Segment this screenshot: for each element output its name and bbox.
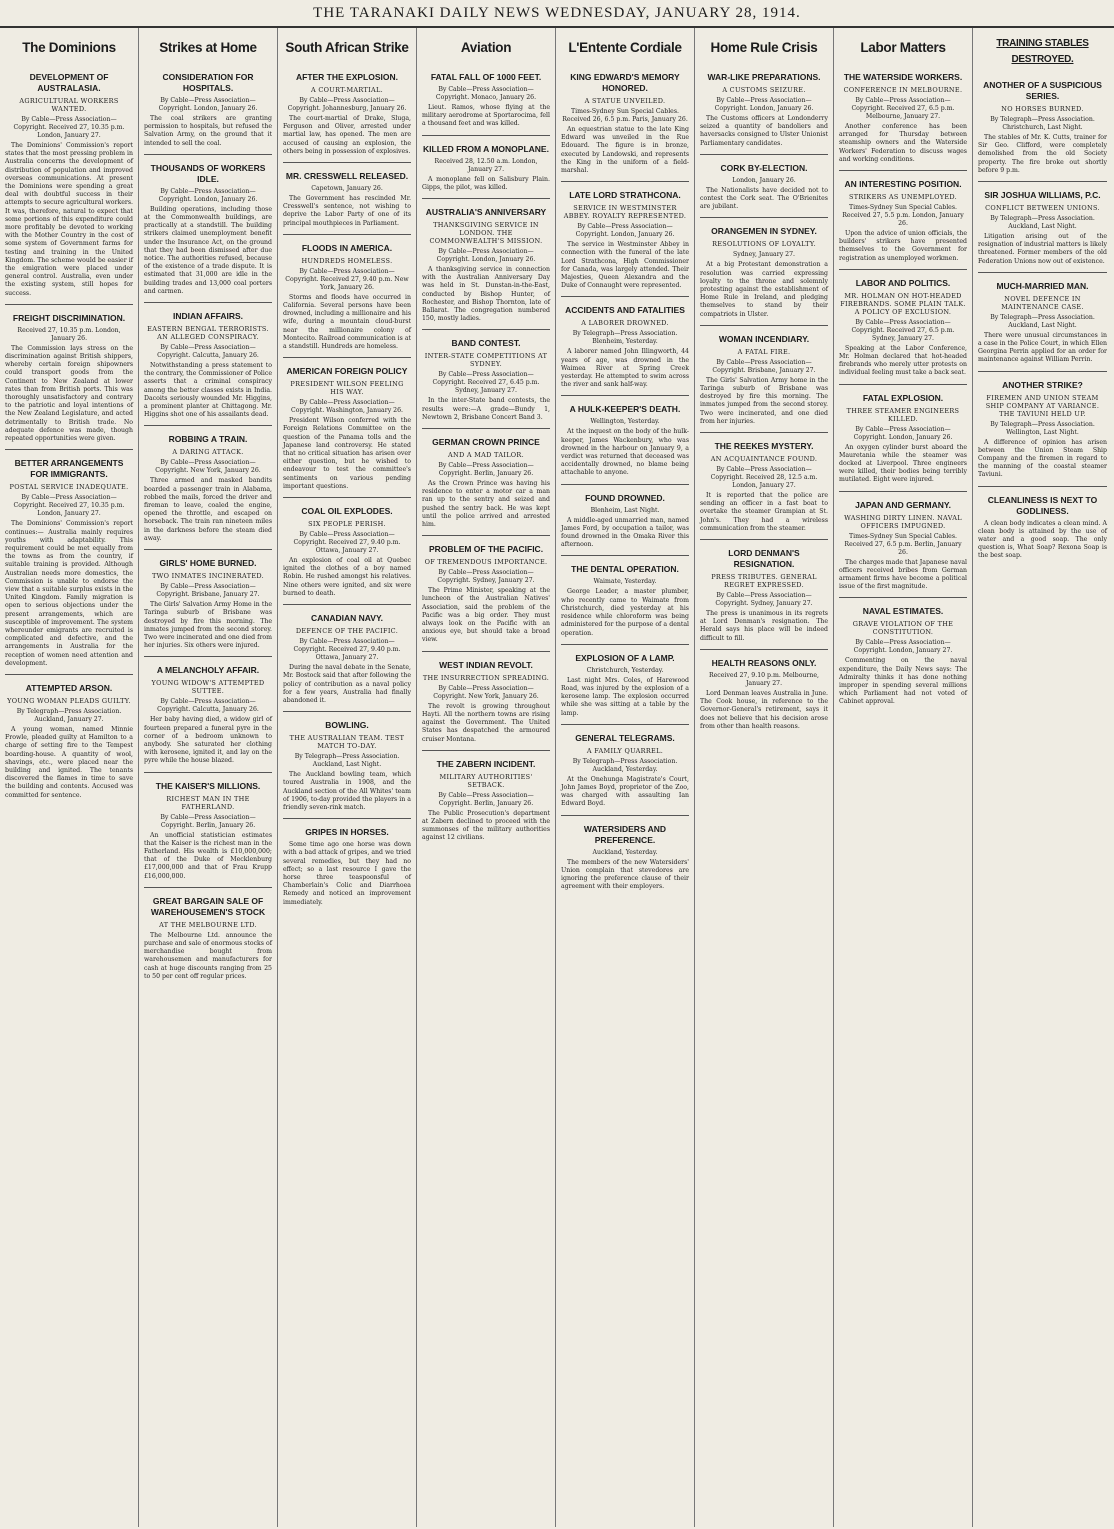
story-body: The Girls' Salvation Army Home in the Taringa suburb of Brisbane was destroyed by fire this morning. The inmates jumped from the second storey. Two were incinerated and one died from her injuries. Six others were injured. [144,601,272,650]
column-heading: Home Rule Crisis [710,40,818,55]
story-headline: ACCIDENTS AND FATALITIES [565,305,685,316]
column-heading: L'Entente Cordiale [568,40,682,55]
news-story [283,711,411,812]
news-story [839,269,967,378]
story-headline: AN INTERESTING POSITION. [844,179,962,190]
news-story [422,651,550,744]
story-body: The service in Westminster Abbey in connection with the funeral of the late Lord Strathcona, High Commissioner for Canada, was largely attended. Their Majesties, Queen Alexandra and the Duke of Connaught were represented. [561,241,689,290]
story-subheading: CONFLICT BETWEEN UNIONS. [985,204,1100,213]
story-dateline: By Cable—Press Association—Copyright. Received 27, 6.5 p.m. Melbourne, January 27. [851,97,955,120]
news-story [700,64,828,148]
story-dateline: Wellington, Yesterday. [590,418,660,426]
story-body: The Government has rescinded Mr. Cresswell's sentence, not wishing to deprive the Labor Party of one of its principal mouthpieces in Parliament. [283,195,411,227]
story-body: An oxygen cylinder burst aboard the Mauretania while the steamer was docked at Liverpool. Three engineers were killed, their bodies being terribly mutilated. Eight were injured. [839,443,967,484]
story-dateline: Received 28, 12.50 a.m. London, January 27. [434,157,538,173]
column-7 [834,28,973,1527]
news-story [144,549,272,650]
news-story [144,425,272,543]
story-subheading: TWO INMATES INCINERATED. [151,572,265,581]
story-dateline: By Telegraph—Press Association. Auckland, January 27. [16,707,122,723]
story-subheading: NOVEL DEFENCE IN MAINTENANCE CASE. [1001,294,1084,311]
story-body: An explosion of coal oil at Quebec ignited the clothes of a boy named Robin. He rushed amongst his relatives. Nine others were ignited, and six were burned to death. [283,557,411,597]
story-headline: FOUND DROWNED. [585,492,665,503]
story-headline: ROBBING A TRAIN. [168,434,248,445]
column-2 [139,28,278,1527]
story-headline: ANOTHER OF A SUSPICIOUS SERIES. [983,80,1102,101]
story-headline: ATTEMPTED ARSON. [25,682,113,693]
story-headline: BAND CONTEST. [451,338,521,349]
news-story [561,484,689,550]
story-headline: WAR-LIKE PREPARATIONS. [707,72,821,82]
story-dateline: By Cable—Press Association—Copyright. New York, January 26. [433,684,539,700]
column-heading: Strikes at Home [159,40,257,55]
story-headline: EXPLOSION OF A LAMP. [575,652,675,663]
story-headline: CONSIDERATION FOR HOSPITALS. [162,72,254,93]
news-story [700,325,828,426]
story-dateline: Received 27, 10.35 p.m. London, January 26. [17,326,121,342]
story-body: A monoplane fell on Salisbury Plain. Gipps, the pilot, was killed. [422,175,550,191]
news-story [422,198,550,323]
story-dateline: By Cable—Press Association—Copyright. London, January 26. [575,223,675,239]
column-heading: TRAINING STABLES DESTROYED. [996,38,1089,65]
news-story [283,604,411,705]
story-dateline: By Cable—Press Association—Copyright. London, January 26. [436,248,536,264]
story-dateline: By Cable—Press Association—Copyright. London, January 26. [853,425,953,441]
story-body: The Prime Minister, speaking at the luncheon of the Australian Natives' Association, said the problem of the Pacific was a big order. They must always look on the Pacific with an anxious eye, but should take a broad view. [422,587,550,644]
story-dateline: By Cable—Press Association—Copyright. New York, January 26. [155,459,261,475]
news-story [283,497,411,598]
news-story [144,302,272,419]
story-dateline: By Cable—Press Association—Copyright. Calcutta, January 26. [157,698,259,714]
news-story [144,656,272,765]
story-headline: INDIAN AFFAIRS. [172,311,244,322]
news-story [144,772,272,881]
story-subheading: STRIKERS AS UNEMPLOYED. [848,193,958,202]
news-story [422,428,550,529]
story-dateline: By Cable—Press Association—Copyright. Brisbane, January 27. [156,583,260,599]
story-body: Another conference has been arranged for Thursday between steamship owners and the Waterside Workers' Federation to discuss wages and working conditions. [839,123,967,163]
story-body: A laborer named John Illingworth, 44 years of age, was drowned in the Waimea River at Spring Creek yesterday. He attempted to swim across the river and sank half-way. [561,348,689,389]
story-headline: FATAL FALL OF 1000 FEET. [430,72,542,82]
story-headline: DEVELOPMENT OF AUSTRALASIA. [29,72,109,93]
story-subheading: INTER-STATE COMPETITIONS AT SYDNEY. [424,352,548,369]
story-headline: NAVAL ESTIMATES. [862,606,944,617]
story-subheading: POSTAL SERVICE INADEQUATE. [9,483,129,492]
news-story [561,815,689,892]
story-headline: BOWLING. [325,720,369,731]
news-story [561,724,689,809]
story-dateline: By Cable—Press Association—Copyright. Brisbane, January 27. [712,358,816,374]
news-story [422,535,550,644]
story-dateline: By Cable—Press Association—Copyright. Sydney, January 27. [715,592,813,608]
column-heading: South African Strike [285,40,409,55]
story-subheading: A COURT-MARTIAL. [311,86,383,94]
story-headline: BETTER ARRANGEMENTS FOR IMMIGRANTS. [14,458,124,480]
story-body: The Customs officers at Londonderry seized a quantity of bandoliers and haversacks consigned to Ulster Unionist Parliamentary candidates. [700,115,828,147]
story-dateline: By Cable—Press Association—Copyright. Berlin, January 26. [160,813,256,829]
story-subheading: A STATUE UNVEILED. [584,97,666,105]
news-story [978,72,1107,175]
story-body: The Nationalists have decided not to contest the Cork seat. The O'Brienites are jubilant. [700,186,828,211]
story-headline: THE DENTAL OPERATION. [571,564,679,575]
story-body: The Commission lays stress on the discrimination against British shippers, whereby certain foreign shipowners could transport goods from the Continent to New Zealand at lower rates than from British ports. This was thoroughly unsatisfactory and contrary to the patriotic and loyal intentions of the New Zealand Legislature, and acted detrimentally to British trade. No adequate defence was made, though repeated opportunities were given. [5,344,133,443]
column-1 [0,28,139,1527]
story-dateline: By Cable—Press Association—Copyright. Received 27, 9.40 p.m. New York, January 26. [285,267,409,291]
story-subheading: A FATAL FIRE. [737,347,791,356]
story-dateline: By Telegraph—Press Association. Auckland, Last Night. [990,313,1095,329]
story-subheading: RICHEST MAN IN THE FATHERLAND. [166,794,250,811]
news-story [700,432,828,533]
story-subheading: AND A MAD TAILOR. [448,451,524,460]
story-headline: LORD DENMAN'S RESIGNATION. [728,548,800,570]
story-dateline: Times-Sydney Sun Special Cables. Received 27, 5.5 p.m. London, January 26. [842,204,964,228]
story-dateline: Times-Sydney Sun Special Cables. Received 26, 6.5 p.m. Paris, January 26. [562,108,688,123]
story-dateline: Waimate, Yesterday. [593,578,657,586]
story-body: At the Onehunga Magistrate's Court, John James Boyd, proprietor of the Zoo, was charged with assaulting Ian Edward Boyd. [561,775,689,808]
story-subheading: A FAMILY QUARREL. [586,746,664,755]
story-headline: A HULK-KEEPER'S DEATH. [569,404,681,415]
story-headline: SIR JOSHUA WILLIAMS, P.C. [984,190,1101,201]
story-dateline: By Cable—Press Association—Copyright. Sydney, January 27. [437,569,535,585]
story-body: Litigation arising out of the resignation of industrial matters is likely threatened. Former members of the old Federation Unions now out of existence. [978,233,1107,265]
story-headline: WATERSIDERS AND PREFERENCE. [583,823,667,845]
story-subheading: A CUSTOMS SEIZURE. [722,86,806,94]
story-headline: CANADIAN NAVY. [310,613,384,624]
story-headline: GIRLS' HOME BURNED. [159,558,257,569]
story-dateline: Sydney, January 27. [732,251,796,259]
news-story [422,64,550,129]
story-body: A clean body indicates a clean mind. A clean body is attained by the use of water and a good soap. The only question is, What Soap? Rexona Soap is the best soap. [978,519,1107,560]
news-story [700,154,828,212]
news-story [422,135,550,192]
story-body: Upon the advice of union officials, the builders' strikers have presented themselves to the Government for registration as unemployed workmen. [839,230,967,262]
story-subheading: EASTERN BENGAL TERRORISTS. AN ALLEGED CONSPIRACY. [147,325,269,342]
story-headline: GENERAL TELEGRAMS. [575,732,675,743]
story-dateline: By Cable—Press Association—Copyright. Monaco, January 26. [435,86,537,101]
story-body: In the inter-State band contests, the results were:—A grade—Bundy 1, Newtown 2, Brisbane Concert Band 3. [422,397,550,421]
story-dateline: Received 27, 9.10 p.m. Melbourne, January 27. [708,671,819,687]
story-headline: AMERICAN FOREIGN POLICY [286,366,408,377]
story-dateline: By Cable—Press Association—Copyright. Berlin, January 26. [438,791,534,807]
news-story [144,887,272,981]
story-headline: CLEANLINESS IS NEXT TO GODLINESS. [987,494,1098,516]
story-subheading: THREE STEAMER ENGINEERS KILLED. [846,406,960,423]
news-story [839,64,967,164]
story-subheading: THE INSURRECTION SPREADING. [422,673,550,682]
story-body: A middle-aged unmarried man, named James Ford, by occupation a tailor, was found drowned in the Omaka River this afternoon. [561,516,689,549]
story-body: The Girls' Salvation Army home in the Taringa suburb of Brisbane was destroyed by fire this morning. The inmates jumped from the second storey. Two were incinerated, and one died from her injuries. [700,376,828,425]
news-story [839,384,967,485]
story-subheading: AGRICULTURAL WORKERS WANTED. [19,97,119,113]
story-dateline: By Telegraph—Press Association. Blenheim, Yesterday. [572,330,678,346]
story-dateline: By Cable—Press Association—Copyright. Received 27, 6.5 p.m. Sydney, January 27. [851,318,955,342]
story-body: As the Crown Prince was having his residence to enter a motor car a man ran up to the sentry and seized and pushed the sentry back. He was kept until the police arrived and arrested him. [422,480,550,529]
story-body: It is reported that the police are sending an officer in a fast boat to overtake the steamer Grampian at St. John's. They had a wireless communication from the steamer. [700,492,828,532]
story-body: The members of the new Watersiders' Union complain that stevedores are ignoring the preference clause of their agreement with their employers. [561,858,689,891]
story-dateline: By Cable—Press Association—Copyright. London, January 26. [158,187,258,203]
story-dateline: London, January 26. [732,176,796,184]
story-dateline: Blenheim, Last Night. [590,506,660,514]
story-dateline: Christchurch, Yesterday. [586,666,664,674]
story-subheading: GRAVE VIOLATION OF THE CONSTITUTION. [852,620,954,637]
story-dateline: By Telegraph—Press Association. Auckland, Yesterday. [572,757,678,773]
story-body: The Auckland bowling team, which toured Australia in 1908, and the Auckland section of the All Whites' team of 1906, to-day provided the players in a friendly seven-rink match. [283,771,411,811]
column-heading: Aviation [460,40,512,55]
news-story [561,181,689,290]
story-dateline: By Cable—Press Association—Copyright. Received 27, 10.35 p.m. London, January 27. [13,116,125,139]
news-story [422,750,550,843]
story-headline: CORK BY-ELECTION. [720,162,808,173]
story-dateline: By Telegraph—Press Association. Auckland, Last Night. [990,215,1095,231]
story-dateline: By Cable—Press Association—Copyright. Washington, January 26. [290,399,404,415]
news-story [700,649,828,731]
story-headline: ANOTHER STRIKE? [1002,379,1083,390]
story-body: President Wilson conferred with the Foreign Relations Committee on the question of the Panama tolls and the Japanese land controversy. He stated that no critical situation has arisen over either question, but he wished to endeavour to test the committee's sentiments on various pending important questions. [283,417,411,490]
news-story [978,486,1107,561]
story-subheading: A DARING ATTACK. [172,448,244,457]
story-body: Commenting on the naval expenditure, the Daily News says: The Admiralty thinks it has done nothing improper in spending several millions which Parliament had not voted of Cabinet approval. [839,657,967,706]
story-headline: HEALTH REASONS ONLY. [711,657,817,668]
news-story [561,64,689,175]
story-dateline: By Telegraph—Press Association. Wellington, Last Night. [990,420,1095,436]
column-5 [556,28,695,1527]
story-dateline: By Cable—Press Association—Copyright. London, January 26. [158,97,258,112]
story-body: The court-martial of Drake, Sluga, Ferguson and Oliver, arrested under martial law, has opened. The men are accused of causing an explosion, the others being in possession of explosives. [283,115,411,155]
news-story [978,181,1107,266]
story-dateline: By Telegraph—Press Association. Christchurch, Last Night. [990,116,1095,131]
story-subheading: SERVICE IN WESTMINSTER ABBEY. ROYALTY REPRESENTED. [563,204,687,221]
story-headline: A MELANCHOLY AFFAIR. [156,665,260,676]
story-headline: AUSTRALIA'S ANNIVERSARY [425,207,547,218]
story-subheading: PRESIDENT WILSON FEELING HIS WAY. [290,380,404,397]
story-headline: COAL OIL EXPLODES. [301,506,393,517]
news-story [839,170,967,263]
story-headline: WOMAN INCENDIARY. [718,333,810,344]
story-headline: GERMAN CROWN PRINCE [432,437,540,448]
news-story [561,644,689,718]
story-subheading: HUNDREDS HOMELESS. [301,256,393,265]
story-headline: MUCH-MARRIED MAN. [996,280,1089,291]
news-story [5,304,133,443]
column-4 [417,28,556,1527]
story-body: During the naval debate in the Senate, Mr. Bostock said that after following the policy of contribution as a naval policy for a few years, Australia had finally abandoned it. [283,664,411,704]
story-body: Lieut. Ramos, whose flying at the military aerodrome at Sportarocima, fell a thousand feet and was killed. [422,104,550,128]
story-body: Building operations, including those at the Commonwealth buildings, are practically at a standstill. The building strikers claimed unemployment benefit under the Insurance Act, on the ground that they had been dismissed after due notice. The authorities refused, because of the existence of a trade dispute. It is estimated that 31,000 are idle in the building trades and 13,000 coal porters and carmen. [144,205,272,295]
story-headline: WEST INDIAN REVOLT. [439,659,533,670]
news-story [283,162,411,228]
story-headline: AFTER THE EXPLOSION. [295,72,398,82]
story-dateline: By Cable—Press Association—Copyright. Berlin, January 26. [438,462,534,478]
story-body: An unofficial statistician estimates that the Kaiser is the richest man in the Fatherland. His wealth is £10,000,000; that of the Duke of Mecklenburg £17,000,000 and that of Frau Krupp £16,000,000. [144,831,272,880]
story-headline: THOUSANDS OF WORKERS IDLE. [150,162,266,184]
story-headline: MR. CRESSWELL RELEASED. [285,171,409,182]
story-body: Lord Denman leaves Australia in June. The Cook house, in reference to the Governor-General's retirement, says it does not believe that his decision arose from other than health reasons. [700,689,828,730]
story-headline: THE ZABERN INCIDENT. [436,758,536,769]
story-body: The Dominions' Commission's report states that the most pressing problem in Australia concerns the development of distribution of population and improved overseas communications. At present the Dominions were spending a great deal with doubtful success in their attempts to secure agricultural workers. It was, therefore, natural to expect that some portions of this expenditure could more profitably be devoted to working with the Mother Country in the cost of some system of Government farms for testing and training in the United Kingdom. The scheme would be easier if the emigration were placed under general control. Australia, even under the existing system, still hopes for success. [5,142,133,297]
story-body: The Dominions' Commission's report continues:— Australia mainly requires youths with adaptability. This requirement could be met equally from the towns as from the country, if suitable training is provided. Although Australian needs more domestics, the Commission is unable to endorse the view that a suitable surplus exists in the United Kingdom. Family migration is open to serious objections under the present arrangements, which are susceptible of improvement. The system whereunder emigrants are recruited is complicated and defective, and the arrangements in Australia for the reception of women need attention and development. [5,520,133,667]
story-headline: FREIGHT DISCRIMINATION. [12,312,126,323]
story-headline: FLOODS IN AMERICA. [301,242,393,253]
news-story [561,395,689,477]
story-dateline: By Cable—Press Association—Copyright. Received 27, 6.45 p.m. Sydney, January 27. [432,371,540,395]
story-body: George Leader, a master plumber, who recently came to Waimate from Christchurch, died yesterday at his residence while chloroform was being administered for the purpose of a dental operation. [561,588,689,637]
story-body: Three armed and masked bandits boarded a passenger train in Alabama, robbed the mails, forced the driver and fireman to leave, coaled the engine, opened the throttle, and escaped on horseback. The train ran nineteen miles in the darkness before the steam died away. [144,477,272,542]
story-headline: GRIPES IN HORSES. [305,827,389,838]
story-body: The Public Prosecution's department at Zabern declined to proceed with the summonses of the military authorities against 12 civilians. [422,809,550,842]
story-body: At the inquest on the body of the hulk-keeper, James Wackenbury, who was drowned in the harbour on January 9, a verdict was returned that deceased was accidentally drowned, no blame being attachable to anyone. [561,428,689,477]
news-story [144,154,272,296]
story-subheading: A LABORER DROWNED. [581,319,669,328]
story-headline: KING EDWARD'S MEMORY HONORED. [570,72,680,93]
story-dateline: By Cable—Press Association—Copyright. Calcutta, January 26. [157,344,259,360]
story-body: A thanksgiving service in connection with the Australian Anniversary Day was held in St. Dunstan-in-the-East, conducted by Bishop Hunter, of Rochester, and Bishop Thornton, late of Ballarat. The congregation numbered 150, mostly ladies. [422,266,550,323]
story-subheading: WASHING DIRTY LINEN. NAVAL OFFICERS IMPUGNED. [844,513,962,530]
story-subheading: PRESS TRIBUTES. GENERAL REGRET EXPRESSED. [711,573,817,590]
story-headline: ORANGEMEN IN SYDNEY. [711,226,817,237]
story-dateline: By Cable—Press Association—Copyright. Johannesburg, January 26. [287,97,407,112]
story-body: Notwithstanding a press statement to the contrary, the Commissioner of Police asserts that a criminal conspiracy among the better classes exists in India. Dacoits seriously wounded Mr. Higgins, a prominent planter at Chittagong. Mr. Higgins shot one of his assailants dead. [144,362,272,419]
story-subheading: SIX PEOPLE PERISH. [308,520,386,529]
news-story [283,818,411,907]
story-subheading: THANKSGIVING SERVICE IN LONDON. THE COMMONWEALTH'S MISSION. [429,221,543,246]
story-subheading: OF TREMENDOUS IMPORTANCE. [424,558,548,567]
story-dateline: By Cable—Press Association—Copyright. Received 27, 9.40 p.m. Ottawa, January 27. [293,531,401,555]
story-headline: FATAL EXPLOSION. [862,392,944,403]
story-body: An equestrian statue to the late King Edward was unveiled in the Rue Edouard. The figure is in bronze, executed by Landowski, and represents the King in the uniform of a field-marshal. [561,126,689,175]
story-headline: PROBLEM OF THE PACIFIC. [428,544,544,555]
news-story [561,296,689,389]
story-body: The press is unanimous in its regrets at Lord Denman's resignation. The Herald says his place will be indeed difficult to fill. [700,610,828,642]
story-dateline: By Cable—Press Association—Copyright. Received 27, 10.35 p.m. London, January 27. [13,494,125,518]
story-dateline: By Cable—Press Association—Copyright. Received 28, 12.5 a.m. London, January 27. [710,466,818,490]
news-story [561,555,689,637]
news-story [978,272,1107,365]
news-story [700,539,828,643]
news-story [283,234,411,351]
story-body: The revolt is growing throughout Hayti. All the northern towns are rising against the Government. The United States has despatched the armoured cruiser Montana. [422,702,550,743]
story-body: A difference of opinion has arisen between the Union Steam Ship Company and the firemen in regard to the manning of the coastal steamer Taviuni. [978,438,1107,479]
story-dateline: Capetown, January 26. [311,185,383,193]
story-dateline: By Cable—Press Association—Copyright. London, January 27. [853,639,953,655]
news-story [839,597,967,706]
story-subheading: YOUNG WOMAN PLEADS GUILTY. [7,696,131,705]
story-body: There were unusual circumstances in a case in the Police Court, in which Ellen Georgina Perrin applied for an order for maintenance against William Perrin. [978,331,1107,364]
story-headline: THE REEKES MYSTERY. [714,441,814,452]
story-subheading: MR. HOLMAN ON HOT-HEADED FIREBRANDS. SOME PLAIN TALK. A POLICY OF EXCLUSION. [840,291,966,316]
story-headline: KILLED FROM A MONOPLANE. [423,143,549,154]
story-body: The stables of Mr. K. Cutts, trainer for Sir Geo. Clifford, were completely demolished from the old Society property. The fire broke out shortly before 9 p.m. [978,134,1107,174]
story-headline: LATE LORD STRATHCONA. [569,190,681,201]
column-8 [973,28,1112,1527]
story-dateline: By Cable—Press Association—Copyright. Received 27, 9.40 p.m. Ottawa, January 27. [293,638,401,662]
story-subheading: DEFENCE OF THE PACIFIC. [295,627,399,636]
story-body: The charges made that Japanese naval officers received bribes from German armament firms have become a political issue of the first magnitude. [839,558,967,591]
column-heading: The Dominions [22,40,116,55]
story-subheading: AN ACQUAINTANCE FOUND. [710,455,818,464]
story-subheading: AT THE MELBOURNE LTD. [159,920,257,929]
newspaper-columns [0,28,1114,1527]
story-subheading: THE AUSTRALIAN TEAM. TEST MATCH TO-DAY. [289,734,405,751]
story-headline: JAPAN AND GERMANY. [855,499,951,510]
column-6 [695,28,834,1527]
news-story [144,64,272,148]
story-body: The Melbourne Ltd. announce the purchase and sale of enormous stocks of merchandise bought from warehousemen and manufacturers for cash at huge discounts ranging from 25 to 50 per cent off regular prices. [144,931,272,980]
story-subheading: NO HORSES BURNED. [1001,105,1084,113]
news-story [5,674,133,800]
story-dateline: Times-Sydney Sun Special Cables. Received 27, 6.5 p.m. Berlin, January 26. [844,532,962,556]
news-story [283,357,411,491]
story-subheading: RESOLUTIONS OF LOYALTY. [712,240,816,249]
story-dateline: Auckland, Yesterday. [592,848,658,856]
news-story [839,491,967,592]
news-story [283,64,411,156]
story-body: Speaking at the Labor Conference, Mr. Holman declared that hot-headed firebrands who merely utter protests on individual feeling must take a back seat. [839,344,967,377]
news-story [422,329,550,422]
masthead: THE TARANAKI DAILY NEWS WEDNESDAY, JANUARY 28, 1914. [0,0,1114,28]
story-body: A young woman, named Minnie Frowle, pleaded guilty at Hamilton to a charge of setting fire to the Tempest boarding-house. A quantity of wool, shavings, etc., were placed near the building and ignited. The tenants discovered the flames in time to save the building and contents. Accused was committed for sentence. [5,725,133,799]
story-headline: THE WATERSIDE WORKERS. [843,72,963,82]
news-story [5,449,133,668]
news-story [978,371,1107,480]
news-story [700,217,828,318]
story-body: The coal strikers are granting permission to hospitals, but refused the Salvation Army, on the ground that it intended to sell the coal. [144,115,272,147]
news-story [5,64,133,298]
story-body: At a big Protestant demonstration a resolution was carried expressing loyalty to the throne and solemnly protesting against the establishment of Home Rule in Ireland, and pledging themselves to stand by their compatriots in Ulster. [700,261,828,318]
story-body: Her baby having died, a widow girl of fourteen prepared a funeral pyre in the corner of a bedroom unknown to anybody. She saturated her clothing with kerosene, ignited it, and lay on the pyre while the house blazed. [144,716,272,765]
story-body: Last night Mrs. Coles, of Harewood Road, was injured by the explosion of a kerosene lamp. The explosion occurred while she was sitting at a table by the lamp. [561,676,689,717]
column-heading: Labor Matters [860,40,946,55]
story-dateline: By Telegraph—Press Association. Auckland, Last Night. [294,753,400,769]
story-headline: THE KAISER'S MILLIONS. [155,780,261,791]
story-subheading: FIREMEN AND UNION STEAM SHIP COMPANY AT VARIANCE. THE TAVIUNI HELD UP. [985,393,1100,418]
story-subheading: CONFERENCE IN MELBOURNE. [843,86,963,94]
story-subheading: YOUNG WIDOW'S ATTEMPTED SUTTEE. [151,679,265,696]
column-3 [278,28,417,1527]
story-body: Storms and floods have occurred in California. Several persons have been drowned, including a millionaire and his wife, during a mountain cloud-burst near the millionaire colony of Montecito. Railroad communication is at a standstill. Hundreds are homeless. [283,293,411,351]
story-headline: LABOR AND POLITICS. [855,277,951,288]
story-dateline: By Cable—Press Association—Copyright. London, January 26. [714,97,814,112]
story-body: Some time ago one horse was down with a bad attack of gripes, and we tried several remedies, but they had no effect; so a last resource I gave the horse three teaspoonsful of Chamberlain's Colic and Diarrhoea Remedy and noticed an improvement immediately. [283,841,411,906]
story-headline: GREAT BARGAIN SALE OF WAREHOUSEMEN'S STOCK [150,895,266,917]
story-subheading: MILITARY AUTHORITIES' SETBACK. [439,772,533,789]
